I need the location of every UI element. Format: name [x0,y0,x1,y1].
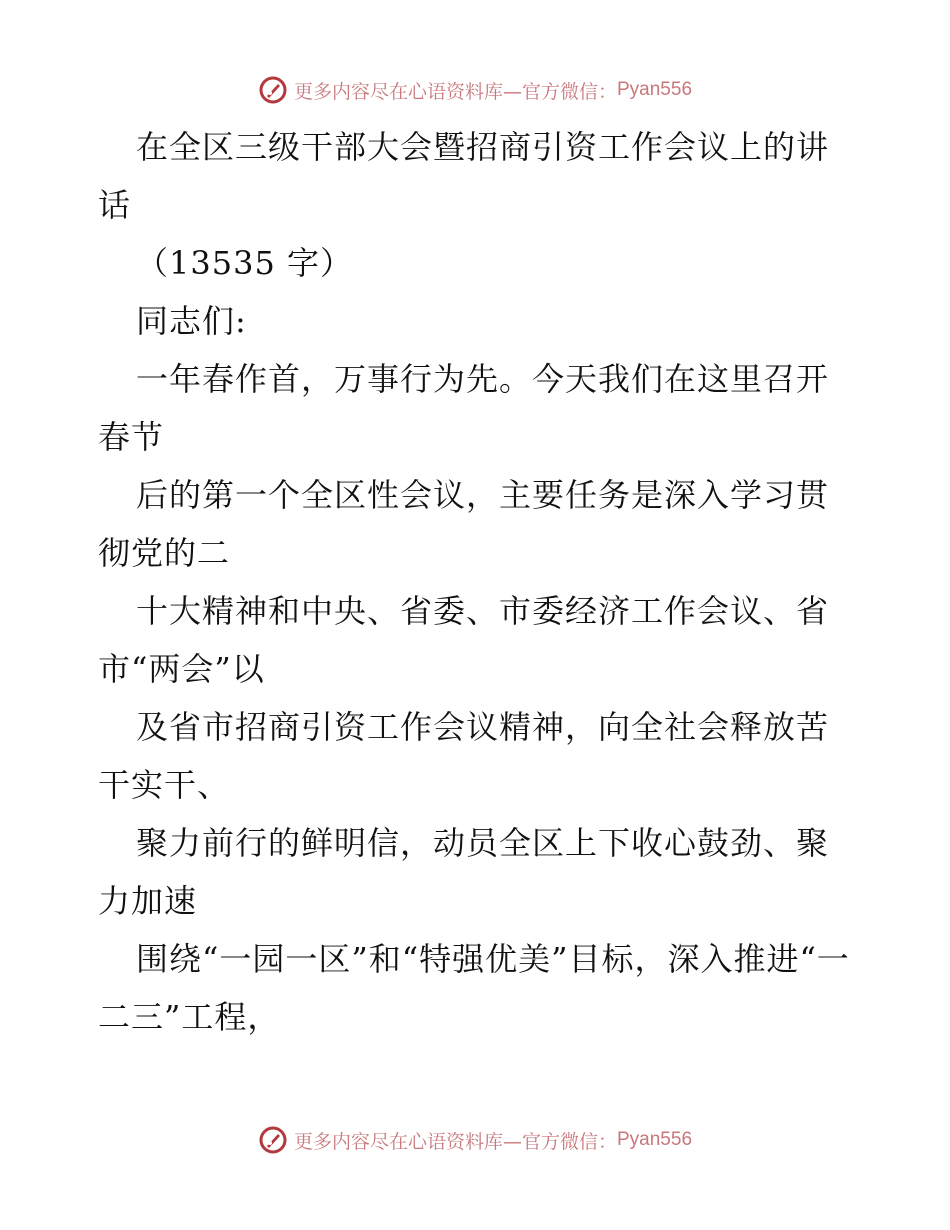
document-body [98,118,858,1046]
footer-watermark [0,1120,950,1160]
paragraph-1: 一年春作首，万事行为先。今天我们在这里召开春节 [98,360,830,456]
word-count: （13535 字） [136,244,353,282]
pen-nib-logo-icon [258,75,288,105]
watermark-text: 更多内容尽在心语资料库—官方微信： [293,1130,617,1153]
document-title: 在全区三级干部大会暨招商引资工作会议上的讲话 [98,128,830,224]
watermark-id: Pyan556 [617,79,693,100]
watermark-id: Pyan556 [617,1129,693,1150]
paragraph-5: 聚力前行的鲜明信，动员全区上下收心鼓劲、聚力加速 [98,824,830,920]
paragraph-4: 及省市招商引资工作会议精神，向全社会释放苦干实干、 [98,708,830,804]
paragraph-3: 十大精神和中央、省委、市委经济工作会议、省市“两会”以 [98,592,830,688]
header-watermark [0,70,950,110]
watermark-text: 更多内容尽在心语资料库—官方微信： [293,80,617,103]
paragraph-6: 围绕“一园一区”和“特强优美”目标，深入推进“一二三”工程， [98,940,850,1036]
pen-nib-logo-icon [258,1125,288,1155]
salutation: 同志们: [136,302,247,340]
paragraph-2: 后的第一个全区性会议，主要任务是深入学习贯彻党的二 [98,476,830,572]
